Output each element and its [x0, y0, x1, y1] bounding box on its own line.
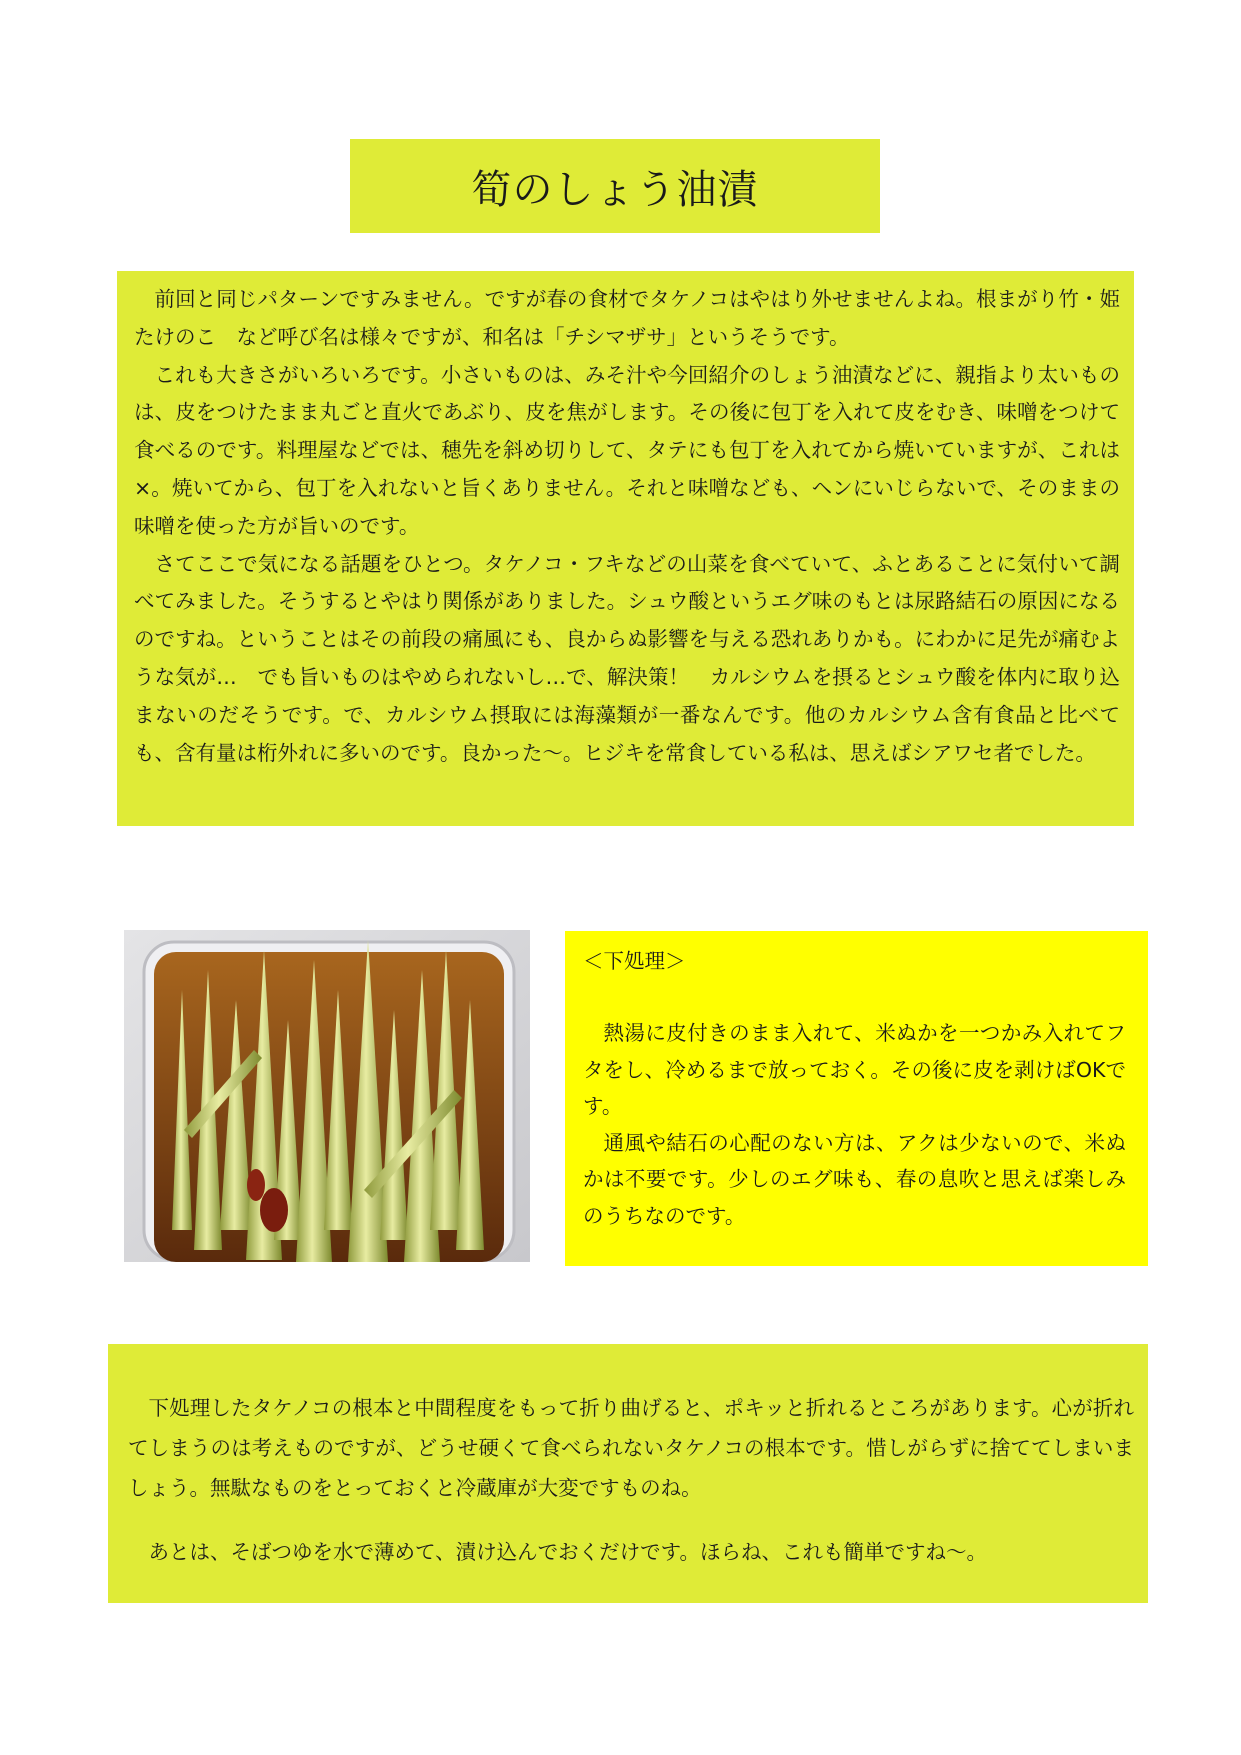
intro-paragraph-3: さてここで気になる話題をひとつ。タケノコ・フキなどの山菜を食べていて、ふとあることに気付いて調べてみました。そうするとやはり関係がありました。シュウ酸というエグ味のもとは尿路結石の原因になるのですね。ということはその前段の痛風にも、良からぬ影響を与える恐れありかも。にわかに足先が痛むような気が… でも旨いものはやめられないし…で、解決策！ カルシウムを摂るとシュウ酸を体内に取り込まないのだそうです。で、カルシウム摂取には海藻類が一番なんです。他のカルシウム含有食品と比べても、含有量は桁外れに多いのです。良かった～。ヒジキを常食している私は、思えばシアワセ者でした。 — [134, 551, 1120, 765]
preparation-section — [565, 931, 1148, 1266]
steps-paragraph-1: 下処理したタケノコの根本と中間程度をもって折り曲げると、ポキッと折れるところがあります。心が折れてしまうのは考えものですが、どうせ硬くて食べられないタケノコの根本です。惜しがらずに捨ててしまいましょう。無駄なものをとっておくと冷蔵庫が大変ですものね。 — [128, 1396, 1134, 1500]
page-title: 筍のしょう油漬 — [471, 166, 759, 213]
title-banner — [350, 139, 880, 233]
preparation-heading: ＜下処理＞ — [583, 949, 686, 973]
steps-section — [108, 1344, 1148, 1603]
preparation-paragraph-1: 熱湯に皮付きのまま入れて、米ぬかを一つかみ入れてフタをし、冷めるまで放っておく。その後に皮を剥けばOKです。 — [583, 1021, 1126, 1118]
pickled-bamboo-shoots-image — [124, 930, 530, 1262]
intro-section — [117, 271, 1134, 826]
preparation-paragraph-2: 通風や結石の心配のない方は、アクは少ないので、米ぬかは不要です。少しのエグ味も、春の息吹と思えば楽しみのうちなのです。 — [583, 1130, 1126, 1228]
bamboo-shoot-photo — [124, 930, 530, 1262]
steps-paragraph-2: あとは、そばつゆを水で薄めて、漬け込んでおくだけです。ほらね、これも簡単ですね～。 — [148, 1540, 987, 1564]
intro-paragraph-1: 前回と同じパターンですみません。ですが春の食材でタケノコはやはり外せませんよね。根まがり竹・姫たけのこ など呼び名は様々ですが、和名は「チシマザサ」というそうです。 — [134, 287, 1120, 349]
intro-paragraph-2: これも大きさがいろいろです。小さいものは、みそ汁や今回紹介のしょう油漬などに、親指より太いものは、皮をつけたまま丸ごと直火であぶり、皮を焦がします。その後に包丁を入れて皮をむき、味噌をつけて食べるのです。料理屋などでは、穂先を斜め切りして、タテにも包丁を入れてから焼いていますが、これは×。焼いてから、包丁を入れないと旨くありません。それと味噌なども、ヘンにいじらないで、そのままの味噌を使った方が旨いのです。 — [134, 362, 1120, 538]
